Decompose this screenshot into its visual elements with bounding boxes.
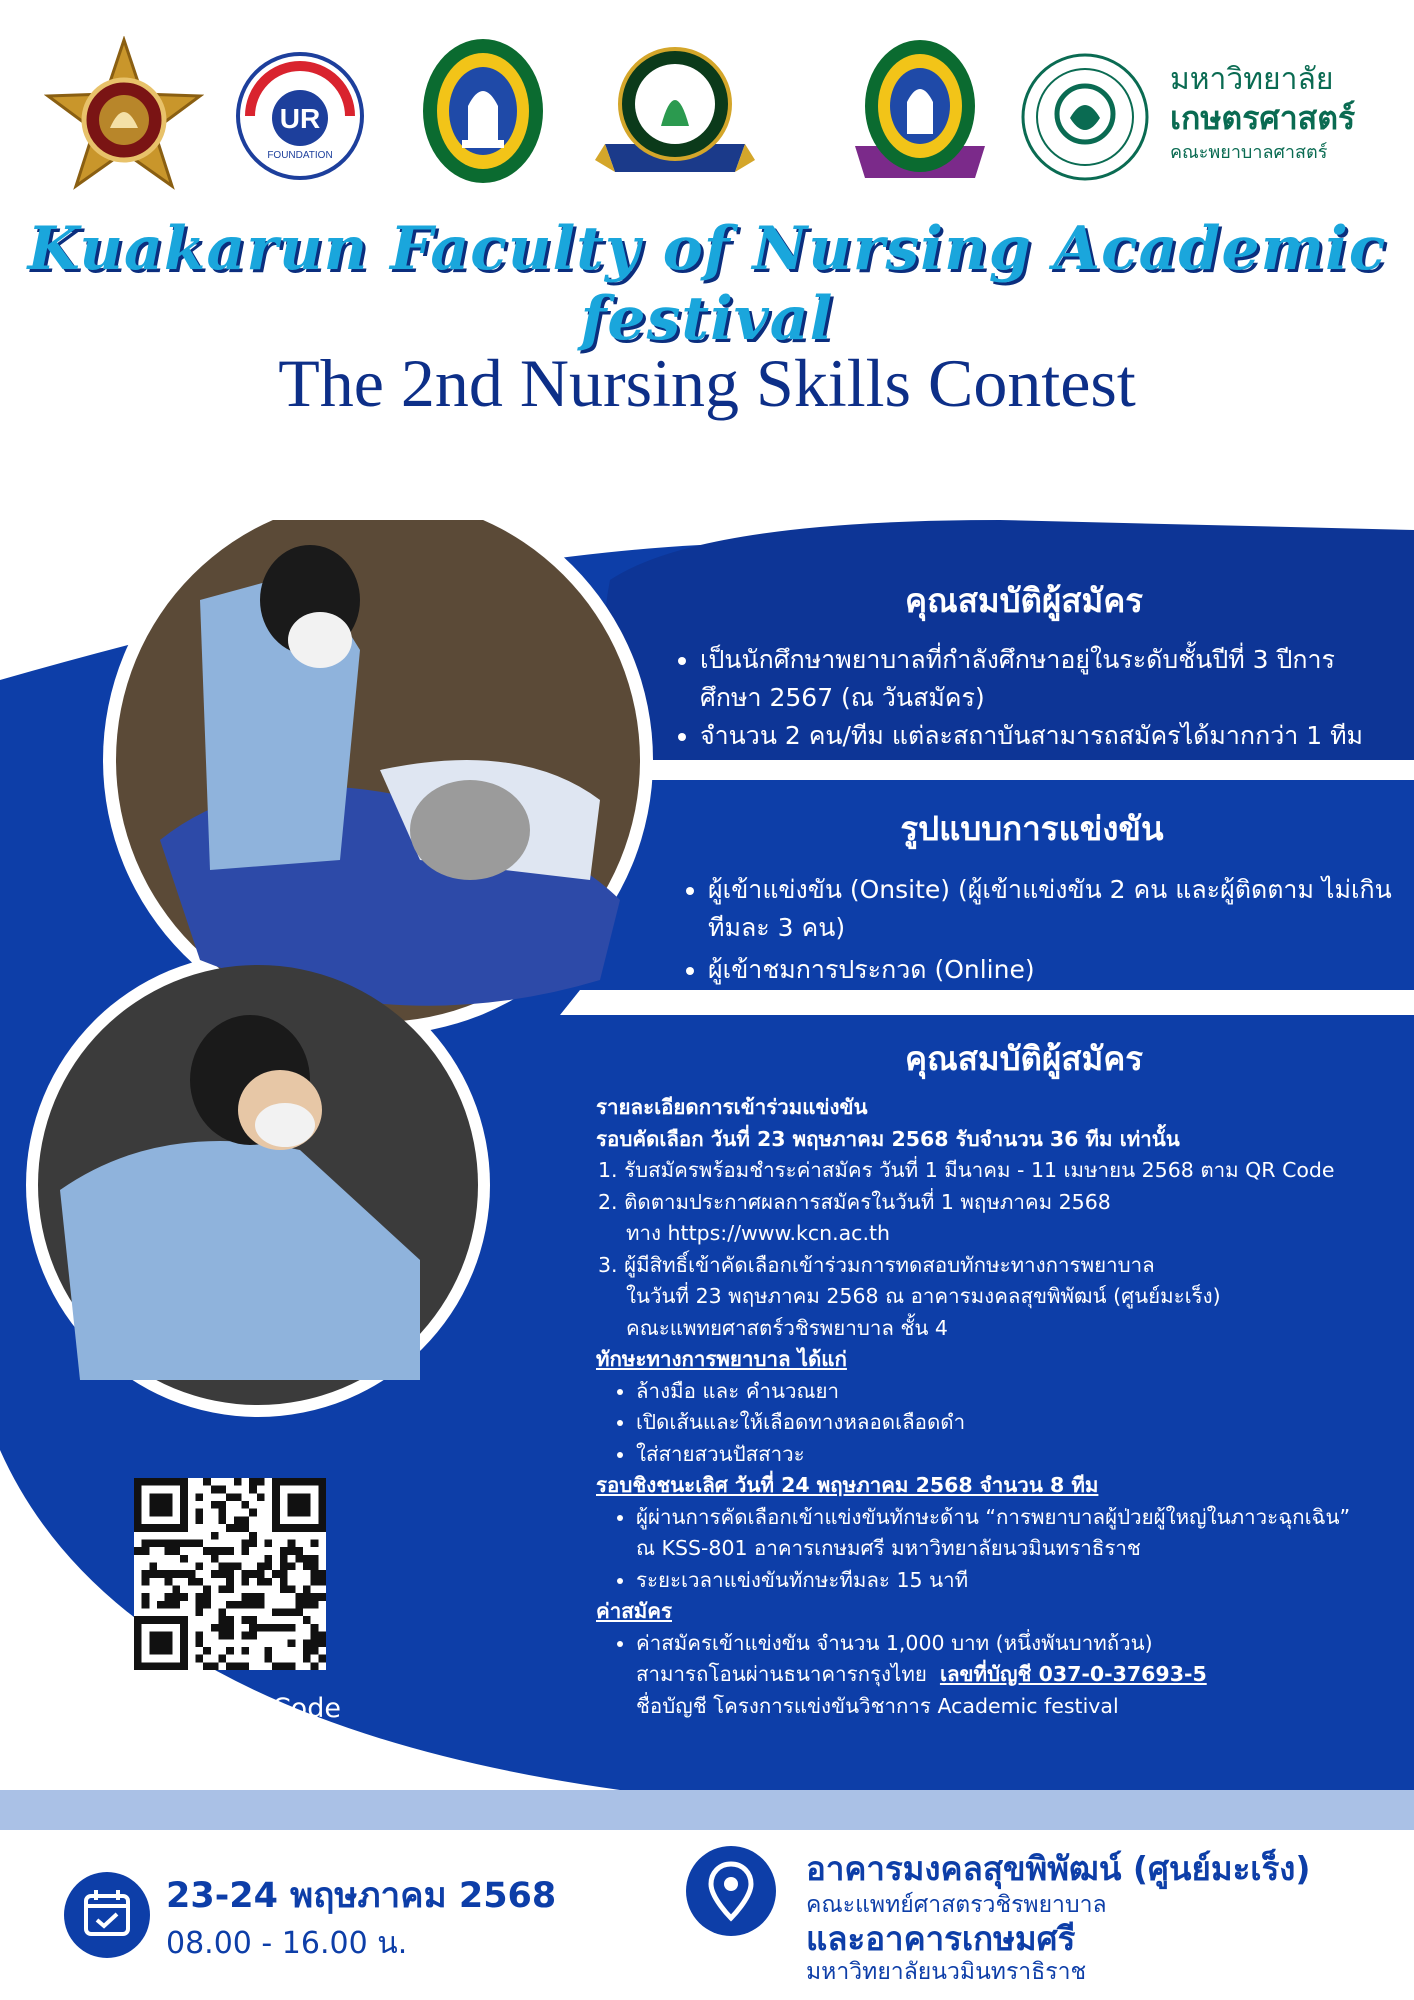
rajabhat-logo-1 — [418, 36, 548, 186]
venue-line2: คณะแพทย์ศาสตรวชิรพยาบาล — [806, 1892, 1107, 1918]
venue-line4: มหาวิทยาลัยนวมินทราธิราช — [806, 1959, 1087, 1985]
location-pin-icon — [686, 1846, 776, 1936]
fee-account: เลขที่บัญชี 037-0-37693-5 — [939, 1662, 1207, 1686]
kasetsart-line1: มหาวิทยาลัย — [1170, 62, 1334, 97]
ur-foundation-logo — [230, 46, 370, 186]
details-title: คุณสมบัติผู้สมัคร — [905, 1039, 1143, 1078]
rajabhat-logo-2 — [845, 36, 995, 186]
calendar-icon — [64, 1872, 150, 1958]
nursing-college-logo — [595, 44, 755, 184]
skill-item: • ล้างมือ และ คำนวณยา — [636, 1376, 1376, 1408]
kuakarun-emblem — [44, 36, 204, 196]
kasetsart-line2: เกษตรศาสตร์ — [1170, 99, 1356, 137]
footer-band — [0, 1790, 1414, 1830]
qr-caption — [100, 1688, 390, 1772]
final-item-line2: ณ KSS-801 อาคารเกษมศรี มหาวิทยาลัยนวมินทราธิราช — [636, 1536, 1141, 1560]
kasetsart-text — [1170, 62, 1355, 168]
format-list — [672, 871, 1392, 989]
fee-list — [596, 1628, 1376, 1723]
final-item-line1: ผู้ผ่านการคัดเลือกเข้าแข่งขันทักษะด้าน “การพยาบาลผู้ป่วยผู้ใหญ่ในภาวะฉุกเฉิน” — [636, 1504, 1351, 1529]
skills-heading: ทักษะทางการพยาบาล ได้แก่ — [596, 1347, 847, 1371]
final-list — [596, 1502, 1376, 1597]
fee-heading: ค่าสมัคร — [596, 1599, 672, 1623]
fee-item — [636, 1628, 1376, 1723]
kasetsart-line3: คณะพยาบาลศาสตร์ — [1170, 142, 1328, 163]
registration-qr-code[interactable] — [134, 1478, 326, 1670]
details-step1: 1. รับสมัครพร้อมชำระค่าสมัคร วันที่ 1 มีนาคม - 11 เมษายน 2568 ตาม QR Code — [598, 1158, 1335, 1182]
svg-text:UR: UR — [279, 103, 321, 134]
qualification-item: • เป็นนักศึกษาพยาบาลที่กำลังศึกษาอยู่ในระดับชั้นปีที่ 3 ปีการศึกษา 2567 (ณ วันสมัคร) — [700, 641, 1384, 717]
details-step2a: 2. ติดตามประกาศผลการสมัครในวันที่ 1 พฤษภาคม 2568 — [598, 1189, 1111, 1214]
format-section — [672, 802, 1392, 989]
fee-line2: สามารถโอนผ่านธนาคารกรุงไทย — [636, 1662, 927, 1686]
details-step3a: 3. ผู้มีสิทธิ์เข้าคัดเลือกเข้าร่วมการทดสอบทักษะทางการพยาบาล — [598, 1252, 1155, 1277]
final-item — [636, 1502, 1376, 1565]
details-step3b: ในวันที่ 23 พฤษภาคม 2568 ณ อาคารมงคลสุขพิพัฒน์ (ศูนย์มะเร็ง) — [626, 1284, 1221, 1308]
qualifications-section — [664, 574, 1384, 755]
details-title-wrap — [664, 1032, 1384, 1085]
qualifications-title: คุณสมบัติผู้สมัคร — [905, 581, 1143, 620]
qualification-item: • จำนวน 2 คน/ทีม แต่ละสถาบันสามารถสมัครได้มากกว่า 1 ทีม — [700, 717, 1384, 755]
kasetsart-seal — [1020, 52, 1150, 182]
skill-item: • เปิดเส้นและให้เลือดทางหลอดเลือดดำ — [636, 1407, 1376, 1439]
final-item: • ระยะเวลาแข่งขันทักษะทีมละ 15 นาที — [636, 1565, 1376, 1597]
skill-item: • ใส่สายสวนปัสสาวะ — [636, 1439, 1376, 1471]
qr-caption-line2: สมัครเข้าแข่งขัน — [147, 1735, 343, 1766]
contest-title: The 2nd Nursing Skills Contest — [278, 345, 1136, 421]
format-title: รูปแบบการแข่งขัน — [900, 809, 1164, 848]
format-item: • ผู้เข้าแข่งขัน (Onsite) (ผู้เข้าแข่งขัน 2 คน และผู้ติดตาม ไม่เกินทีมละ 3 คน) — [708, 871, 1392, 947]
details-step3c: คณะแพทยศาสตร์วชิรพยาบาล ชั้น 4 — [626, 1315, 948, 1340]
format-item: • ผู้เข้าชมการประกวด (Online) — [708, 951, 1392, 989]
venue-line1: อาคารมงคลสุขพิพัฒน์ (ศูนย์มะเร็ง) — [806, 1849, 1311, 1888]
svg-text:FOUNDATION: FOUNDATION — [267, 150, 333, 161]
details-heading2: รอบคัดเลือก วันที่ 23 พฤษภาคม 2568 รับจำนวน 36 ทีม เท่านั้น — [596, 1126, 1180, 1151]
skills-list — [596, 1376, 1376, 1471]
qr-caption-line1: Scan QR Code — [149, 1693, 341, 1724]
fee-line1: ค่าสมัครเข้าแข่งขัน จำนวน 1,000 บาท (หนึ่งพันบาทถ้วน) — [636, 1630, 1153, 1655]
details-block — [596, 1092, 1376, 1722]
event-time: 08.00 - 16.00 น. — [166, 1926, 408, 1961]
qr-code-pattern — [134, 1478, 326, 1670]
festival-title: Kuakarun Faculty of Nursing Academic festival — [27, 214, 1387, 354]
details-step2b: ทาง https://www.kcn.ac.th — [626, 1221, 890, 1245]
qualifications-list — [664, 641, 1384, 755]
fee-line3: ชื่อบัญชี โครงการแข่งขันวิชาการ Academic festival — [636, 1693, 1119, 1718]
details-heading1: รายละเอียดการเข้าร่วมแข่งขัน — [596, 1095, 868, 1119]
venue-block — [806, 1848, 1311, 1986]
final-heading: รอบชิงชนะเลิศ วันที่ 24 พฤษภาคม 2568 จำนวน 8 ทีม — [596, 1473, 1099, 1497]
event-date: 23-24 พฤษภาคม 2568 — [166, 1876, 557, 1916]
venue-line3: และอาคารเกษมศรี — [806, 1919, 1076, 1958]
